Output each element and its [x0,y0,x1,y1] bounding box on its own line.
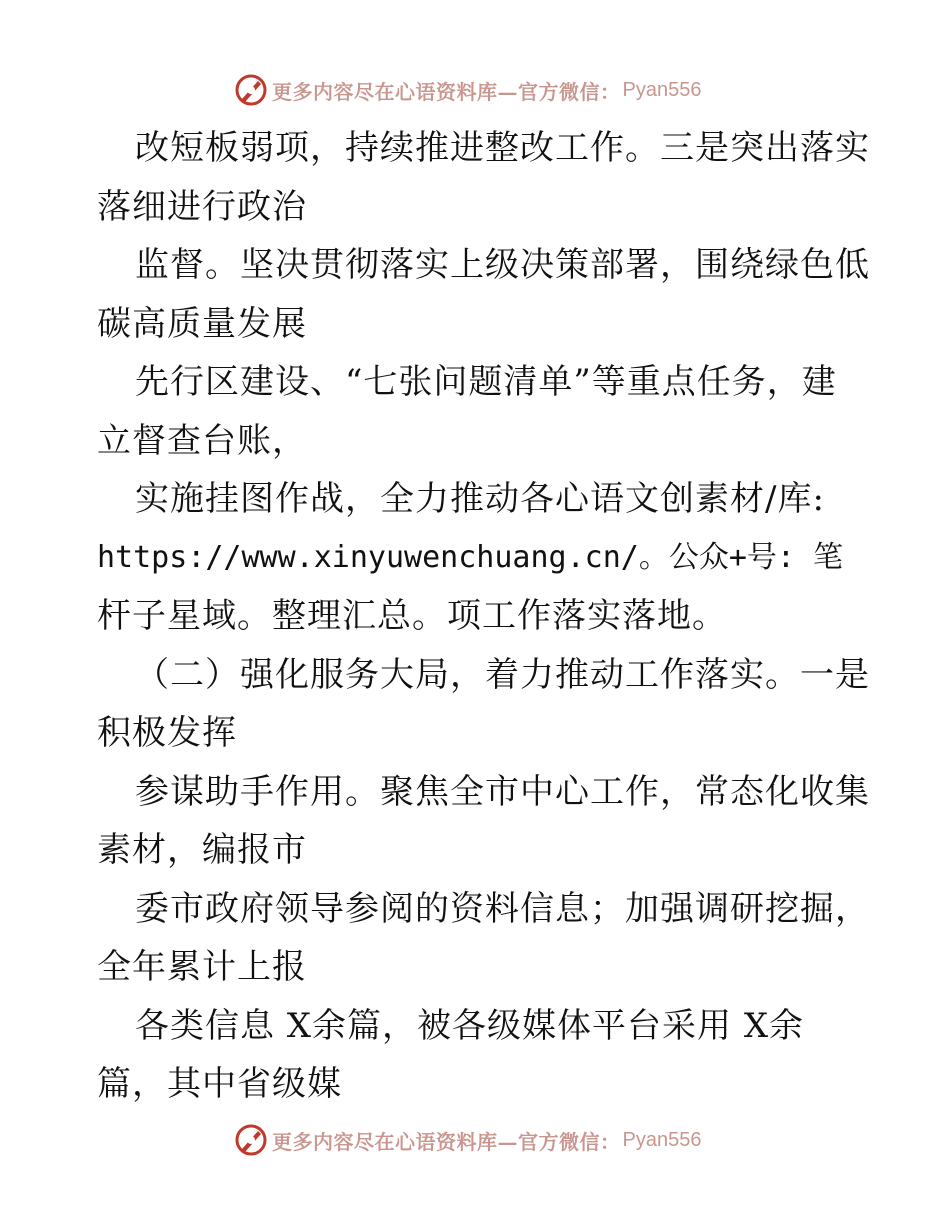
pen-logo-icon [234,1123,268,1157]
body-line: 素材，编报市 [97,830,307,870]
document-body [97,119,870,1114]
body-line-url: https://www.xinyuwenchuang.cn/。公众+号: 笔 [97,539,844,575]
body-line: 委市政府领导参阅的资料信息；加强调研挖掘， [135,888,870,929]
body-line: 落细进行政治 [97,186,307,227]
pen-logo-icon [234,73,268,107]
footer-banner [234,1122,701,1158]
body-line: 改短板弱项，持续推进整改工作。三是突出落实 [135,128,870,168]
header-banner [234,72,701,108]
banner-wechat-id: Pyan556 [622,78,702,101]
body-line: 篇，其中省级媒 [97,1064,342,1104]
banner-text: 更多内容尽在心语资料库—官方微信： [272,1129,621,1154]
body-line: （二）强化服务大局，着力推动工作落实。一是 [135,654,870,695]
banner-text: 更多内容尽在心语资料库—官方微信： [272,79,621,104]
body-line: 碳高质量发展 [97,303,307,344]
body-line: 立督查台账， [97,420,307,461]
body-line: 杆子星域。整理汇总。项工作落实落地。 [97,596,727,636]
body-line: 全年累计上报 [97,947,307,987]
banner-wechat-id: Pyan556 [622,1128,702,1151]
body-line: 监督。坚决贯彻落实上级决策部署，围绕绿色低 [135,245,870,285]
body-line: 各类信息 X余篇，被各级媒体平台采用 X余 [135,1005,805,1046]
body-line: 积极发挥 [97,713,237,753]
body-line: 先行区建设、“七张问题清单”等重点任务，建 [135,362,837,402]
body-line: 实施挂图作战，全力推动各心语文创素材/库: [135,479,825,519]
body-line: 参谋助手作用。聚焦全市中心工作，常态化收集 [135,771,870,812]
